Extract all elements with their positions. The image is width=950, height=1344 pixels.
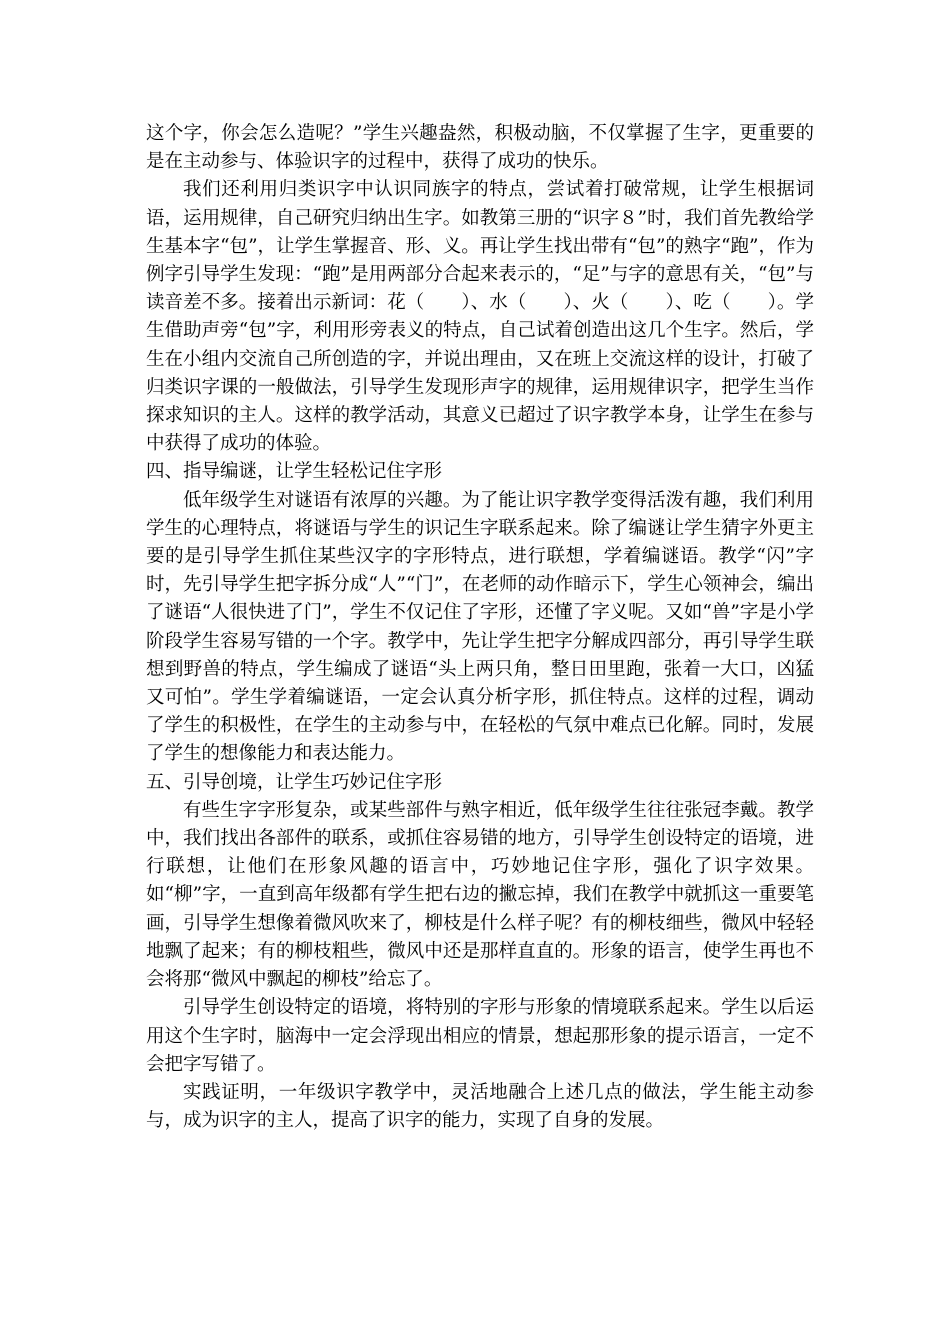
paragraph-context-summary: 引导学生创设特定的语境，将特别的字形与形象的情境联系起来。学生以后运用这个生字时，脑海中一定会浮现出相应的情景，想起那形象的提示语言，一定不会把字写错了。 xyxy=(146,997,814,1075)
document-body xyxy=(146,120,814,1135)
section-heading-5: 五、引导创境，让学生巧妙记住字形 xyxy=(146,771,443,793)
paragraph-conclusion: 实践证明，一年级识字教学中，灵活地融合上述几点的做法，学生能主动参与，成为识字的主人，提高了识字的能力，实现了自身的发展。 xyxy=(146,1081,814,1132)
paragraph-classification-literacy: 我们还利用归类识字中认识同族字的特点，尝试着打破常规，让学生根据词语，运用规律，自己研究归纳出生字。如教第三册的“识字８”时，我们首先教给学生基本字“包”，让学生掌握音、形、义。再让学生找出带有“包”的熟字“跑”，作为例字引导学生发现：“跑”是用两部分合起来表示的，“足”与字的意思有关，“包”与读音差不多。接着出示新词：花（ ）、水（ ）、火（ ）、吃（ ）。学生借助声旁“包”字，利用形旁表义的特点，自己试着创造出这几个生字。然后，学生在小组内交流自己所创造的字，并说出理由，又在班上交流这样的设计，打破了归类识字课的一般做法，引导学生发现形声字的规律，运用规律识字，把学生当作探求知识的主人。这样的教学活动，其意义已超过了识字教学本身，让学生在参与中获得了成功的体验。 xyxy=(146,179,814,455)
paragraph-continued: 这个字，你会怎么造呢？”学生兴趣盎然，积极动脑，不仅掌握了生字，更重要的是在主动参与、体验识字的过程中，获得了成功的快乐。 xyxy=(146,123,814,173)
section-heading-4: 四、指导编谜，让学生轻松记住字形 xyxy=(146,461,443,483)
paragraph-riddles: 低年级学生对谜语有浓厚的兴趣。为了能让识字教学变得活泼有趣，我们利用学生的心理特点，将谜语与学生的识记生字联系起来。除了编谜让学生猜字外更主要的是引导学生抓住某些汉字的字形特点，进行联想，学着编谜语。教学“闪”字时，先引导学生把字拆分成“人”“门”，在老师的动作暗示下，学生心领神会，编出了谜语“人很快进了门”，学生不仅记住了字形，还懂了字义呢。又如“兽”字是小学阶段学生容易写错的一个字。教学中，先让学生把字分解成四部分，再引导学生联想到野兽的特点，学生编成了谜语“头上两只角，整日田里跑，张着一大口，凶猛又可怕”。学生学着编谜语，一定会认真分析字形，抓住特点。这样的过程，调动了学生的积极性，在学生的主动参与中，在轻松的气氛中难点已化解。同时，发展了学生的想像能力和表达能力。 xyxy=(146,489,814,765)
paragraph-context-creation: 有些生字字形复杂，或某些部件与熟字相近，低年级学生往往张冠李戴。教学中，我们找出各部件的联系，或抓住容易错的地方，引导学生创设特定的语境，进行联想，让他们在形象风趣的语言中，巧妙地记住字形，强化了识字效果。如“柳”字，一直到高年级都有学生把右边的撇忘掉，我们在教学中就抓这一重要笔画，引导学生想像着微风吹来了，柳枝是什么样子呢？有的柳枝细些，微风中轻轻地飘了起来；有的柳枝粗些，微风中还是那样直直的。形象的语言，使学生再也不会将那“微风中飘起的柳枝”给忘了。 xyxy=(146,799,814,991)
